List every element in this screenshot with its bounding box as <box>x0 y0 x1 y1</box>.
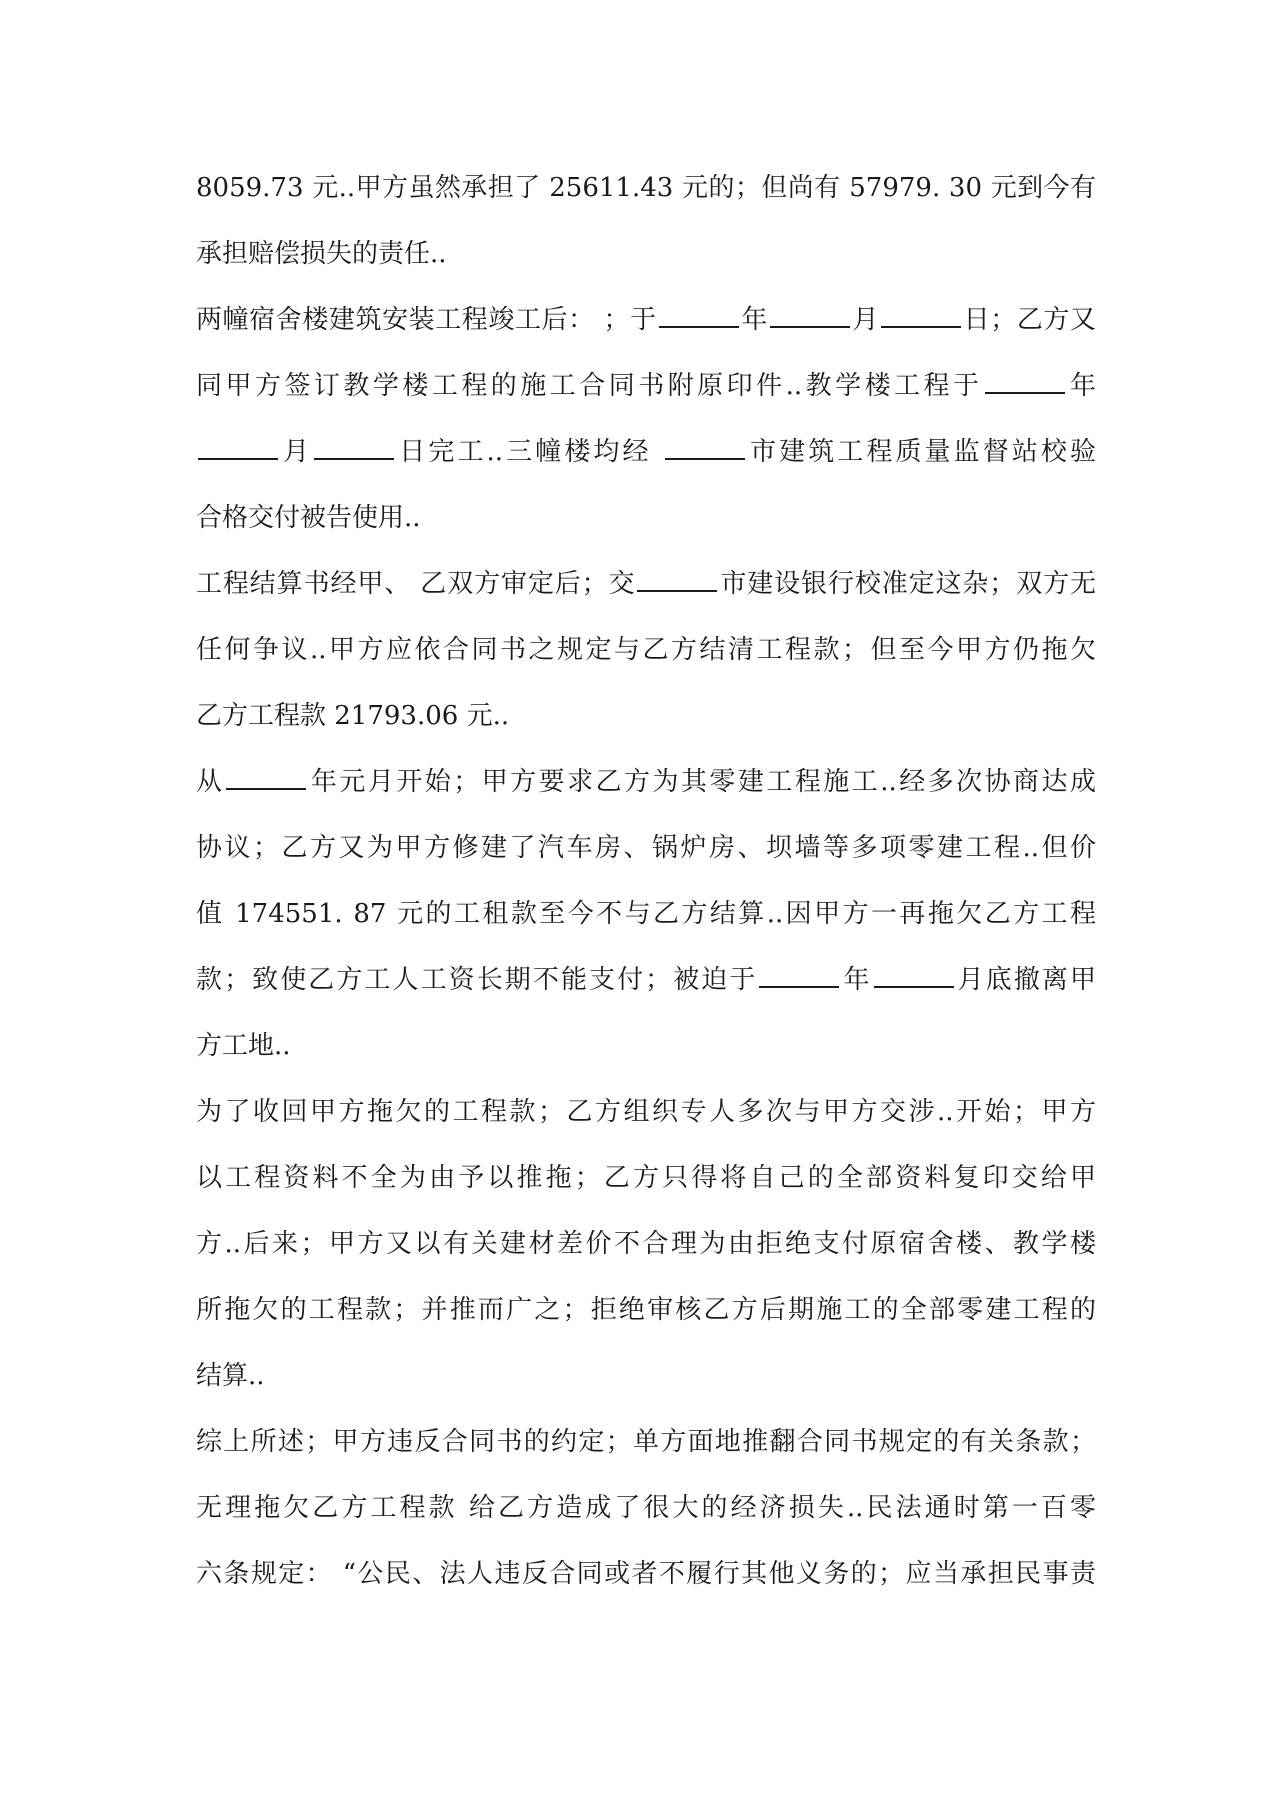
paragraph-6 <box>196 1409 1096 1607</box>
text-run: 年元月开始；甲方要求乙方为其零建工程施工..经多次协商达成 <box>308 767 1096 797</box>
fill-in-blank <box>770 304 850 328</box>
text-line <box>196 485 1096 551</box>
fill-in-blank <box>198 436 278 460</box>
text-line <box>196 353 1096 419</box>
paragraph-4 <box>196 749 1096 1079</box>
text-run: 协议；乙方又为甲方修建了汽车房、锅炉房、坝墙等多项零建工程..但价 <box>196 833 1096 863</box>
text-run: 月底撤离甲 <box>955 965 1096 995</box>
text-line <box>196 815 1096 881</box>
fill-in-blank <box>659 304 739 328</box>
text-line <box>196 1475 1096 1541</box>
text-line <box>196 1409 1096 1475</box>
fill-in-blank <box>314 436 394 460</box>
text-run: 方工地.. <box>196 1031 291 1061</box>
text-run: 市建设银行校准定这杂；双方无 <box>719 569 1096 599</box>
text-run: 乙方工程款 21793.06 元.. <box>196 701 510 731</box>
document-body <box>196 155 1096 1607</box>
text-run: 以工程资料不全为由予以推拖；乙方只得将自己的全部资料复印交给甲 <box>196 1163 1096 1193</box>
text-run: 无理拖欠乙方工程款 给乙方造成了很大的经济损失..民法通时第一百零 <box>196 1493 1096 1523</box>
text-line: 承担赔偿损失的责任.. <box>196 239 447 269</box>
text-run: 两幢宿舍楼建筑安装工程竣工后： ；于 <box>196 305 657 335</box>
text-line <box>196 1079 1096 1145</box>
text-line <box>196 1541 1096 1607</box>
paragraph-3 <box>196 551 1096 749</box>
text-run: 日；乙方又 <box>963 305 1096 335</box>
fill-in-blank <box>226 766 306 790</box>
text-line <box>196 683 1096 749</box>
text-line <box>196 881 1096 947</box>
text-line <box>196 947 1096 1013</box>
text-run: 款；致使乙方工人工资长期不能支付；被迫于 <box>196 965 758 995</box>
text-line <box>196 419 1096 485</box>
text-run: 月 <box>851 305 880 335</box>
text-line <box>196 551 1096 617</box>
text-run: 同甲方签订教学楼工程的施工合同书附原印件..教学楼工程于 <box>196 371 983 401</box>
fill-in-blank <box>665 436 745 460</box>
text-line <box>196 617 1096 683</box>
text-run: 月 <box>280 437 313 467</box>
text-line <box>196 1343 1096 1409</box>
text-run: 年 <box>841 965 872 995</box>
text-run: 从 <box>196 767 225 797</box>
text-run: 任何争议..甲方应依合同书之规定与乙方结清工程款；但至今甲方仍拖欠 <box>196 635 1096 665</box>
text-run: 日完工..三幢楼均经 <box>396 437 663 467</box>
text-line <box>196 749 1096 815</box>
text-run: 方..后来；甲方又以有关建材差价不合理为由拒绝支付原宿舍楼、教学楼 <box>196 1229 1096 1259</box>
fill-in-blank <box>759 964 839 988</box>
text-line <box>196 1013 1096 1079</box>
text-run: 六条规定： “公民、法人违反合同或者不履行其他义务的；应当承担民事责 <box>196 1559 1096 1589</box>
text-run: 综上所述；甲方违反合同书的约定；单方面地推翻合同书规定的有关条款； <box>196 1427 1096 1457</box>
text-run: 为了收回甲方拖欠的工程款；乙方组织专人多次与甲方交涉..开始；甲方 <box>196 1097 1096 1127</box>
text-run: 所拖欠的工程款；并推而广之；拒绝审核乙方后期施工的全部零建工程的 <box>196 1295 1096 1325</box>
fill-in-blank <box>874 964 954 988</box>
text-run: 合格交付被告使用.. <box>196 503 421 533</box>
paragraph-2 <box>196 287 1096 551</box>
fill-in-blank <box>637 568 717 592</box>
text-run: 结算.. <box>196 1361 265 1391</box>
paragraph-1 <box>196 155 1096 287</box>
text-run: 值 174551. 87 元的工租款至今不与乙方结算..因甲方一再拖欠乙方工程 <box>196 899 1096 929</box>
text-run: 年 <box>740 305 768 335</box>
text-line <box>196 1211 1096 1277</box>
text-line: 8059.73 元..甲方虽然承担了 25611.43 元的；但尚有 57979. 30 元到今有 <box>196 173 1096 203</box>
text-line <box>196 287 1096 353</box>
text-line <box>196 1145 1096 1211</box>
fill-in-blank <box>985 370 1065 394</box>
fill-in-blank <box>881 304 961 328</box>
text-run: 工程结算书经甲、 乙双方审定后；交 <box>196 569 636 599</box>
paragraph-5 <box>196 1079 1096 1409</box>
text-run: 市建筑工程质量监督站校验 <box>746 437 1096 467</box>
text-line <box>196 1277 1096 1343</box>
text-run: 年 <box>1066 371 1096 401</box>
